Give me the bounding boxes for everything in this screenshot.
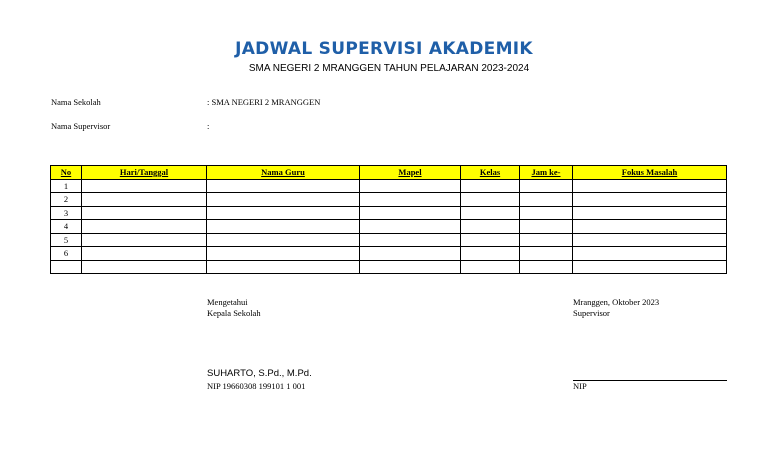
cell-teacher bbox=[207, 179, 360, 193]
supervisor-nip: NIP bbox=[573, 381, 587, 391]
column-header-subject: Mapel bbox=[360, 166, 461, 180]
cell-period bbox=[520, 247, 573, 261]
school-value: : SMA NEGERI 2 MRANGGEN bbox=[207, 97, 321, 107]
cell-period bbox=[520, 233, 573, 247]
principal-name: SUHARTO, S.Pd., M.Pd. bbox=[207, 368, 312, 379]
cell-class bbox=[461, 179, 520, 193]
cell-subject bbox=[360, 206, 461, 220]
column-header-focus: Fokus Masalah bbox=[573, 166, 727, 180]
cell-teacher bbox=[207, 220, 360, 234]
cell-period bbox=[520, 260, 573, 274]
school-label: Nama Sekolah bbox=[51, 97, 101, 107]
cell-date bbox=[82, 247, 207, 261]
column-header-teacher: Nama Guru bbox=[207, 166, 360, 180]
column-header-no: No bbox=[51, 166, 82, 180]
row-number: 6 bbox=[51, 247, 82, 261]
table-row bbox=[51, 179, 727, 193]
principal-title: Kepala Sekolah bbox=[207, 308, 261, 318]
table-row bbox=[51, 220, 727, 234]
table-row bbox=[51, 193, 727, 207]
cell-teacher bbox=[207, 260, 360, 274]
supervisor-title: Supervisor bbox=[573, 308, 610, 318]
cell-focus bbox=[573, 220, 727, 234]
cell-period bbox=[520, 206, 573, 220]
cell-subject bbox=[360, 247, 461, 261]
principal-nip: NIP 19660308 199101 1 001 bbox=[207, 381, 306, 391]
cell-subject bbox=[360, 179, 461, 193]
row-number: 2 bbox=[51, 193, 82, 207]
cell-date bbox=[82, 193, 207, 207]
page-subtitle: SMA NEGERI 2 MRANGGEN TAHUN PELAJARAN 2023-2024 bbox=[248, 63, 530, 74]
cell-teacher bbox=[207, 193, 360, 207]
cell-date bbox=[82, 206, 207, 220]
page-title: JADWAL SUPERVISI AKADEMIK bbox=[235, 39, 533, 59]
cell-teacher bbox=[207, 206, 360, 220]
cell-date bbox=[82, 220, 207, 234]
row-number: 1 bbox=[51, 179, 82, 193]
signature-line bbox=[573, 380, 727, 381]
cell-subject bbox=[360, 193, 461, 207]
supervisor-value: : bbox=[207, 121, 210, 131]
cell-focus bbox=[573, 233, 727, 247]
cell-focus bbox=[573, 247, 727, 261]
table-row bbox=[51, 260, 727, 274]
table-row bbox=[51, 233, 727, 247]
cell-class bbox=[461, 260, 520, 274]
supervisor-label: Nama Supervisor bbox=[51, 121, 111, 131]
column-header-class: Kelas bbox=[461, 166, 520, 180]
cell-focus bbox=[573, 193, 727, 207]
cell-class bbox=[461, 233, 520, 247]
cell-subject bbox=[360, 260, 461, 274]
cell-period bbox=[520, 193, 573, 207]
cell-class bbox=[461, 247, 520, 261]
cell-focus bbox=[573, 206, 727, 220]
table-row bbox=[51, 247, 727, 261]
column-header-date: Hari/Tanggal bbox=[82, 166, 207, 180]
cell-class bbox=[461, 220, 520, 234]
cell-date bbox=[82, 179, 207, 193]
cell-teacher bbox=[207, 233, 360, 247]
cell-class bbox=[461, 206, 520, 220]
cell-date bbox=[82, 233, 207, 247]
row-number: 4 bbox=[51, 220, 82, 234]
schedule-table bbox=[50, 165, 727, 274]
cell-subject bbox=[360, 220, 461, 234]
row-number bbox=[51, 260, 82, 274]
row-number: 5 bbox=[51, 233, 82, 247]
cell-teacher bbox=[207, 247, 360, 261]
table-row bbox=[51, 206, 727, 220]
cell-class bbox=[461, 193, 520, 207]
acknowledge-text: Mengetahui bbox=[207, 297, 248, 307]
cell-focus bbox=[573, 260, 727, 274]
cell-date bbox=[82, 260, 207, 274]
row-number: 3 bbox=[51, 206, 82, 220]
cell-period bbox=[520, 179, 573, 193]
cell-period bbox=[520, 220, 573, 234]
table-header-row bbox=[51, 166, 727, 180]
cell-subject bbox=[360, 233, 461, 247]
column-header-period: Jam ke- bbox=[520, 166, 573, 180]
place-date: Mranggen, Oktober 2023 bbox=[573, 297, 660, 307]
cell-focus bbox=[573, 179, 727, 193]
